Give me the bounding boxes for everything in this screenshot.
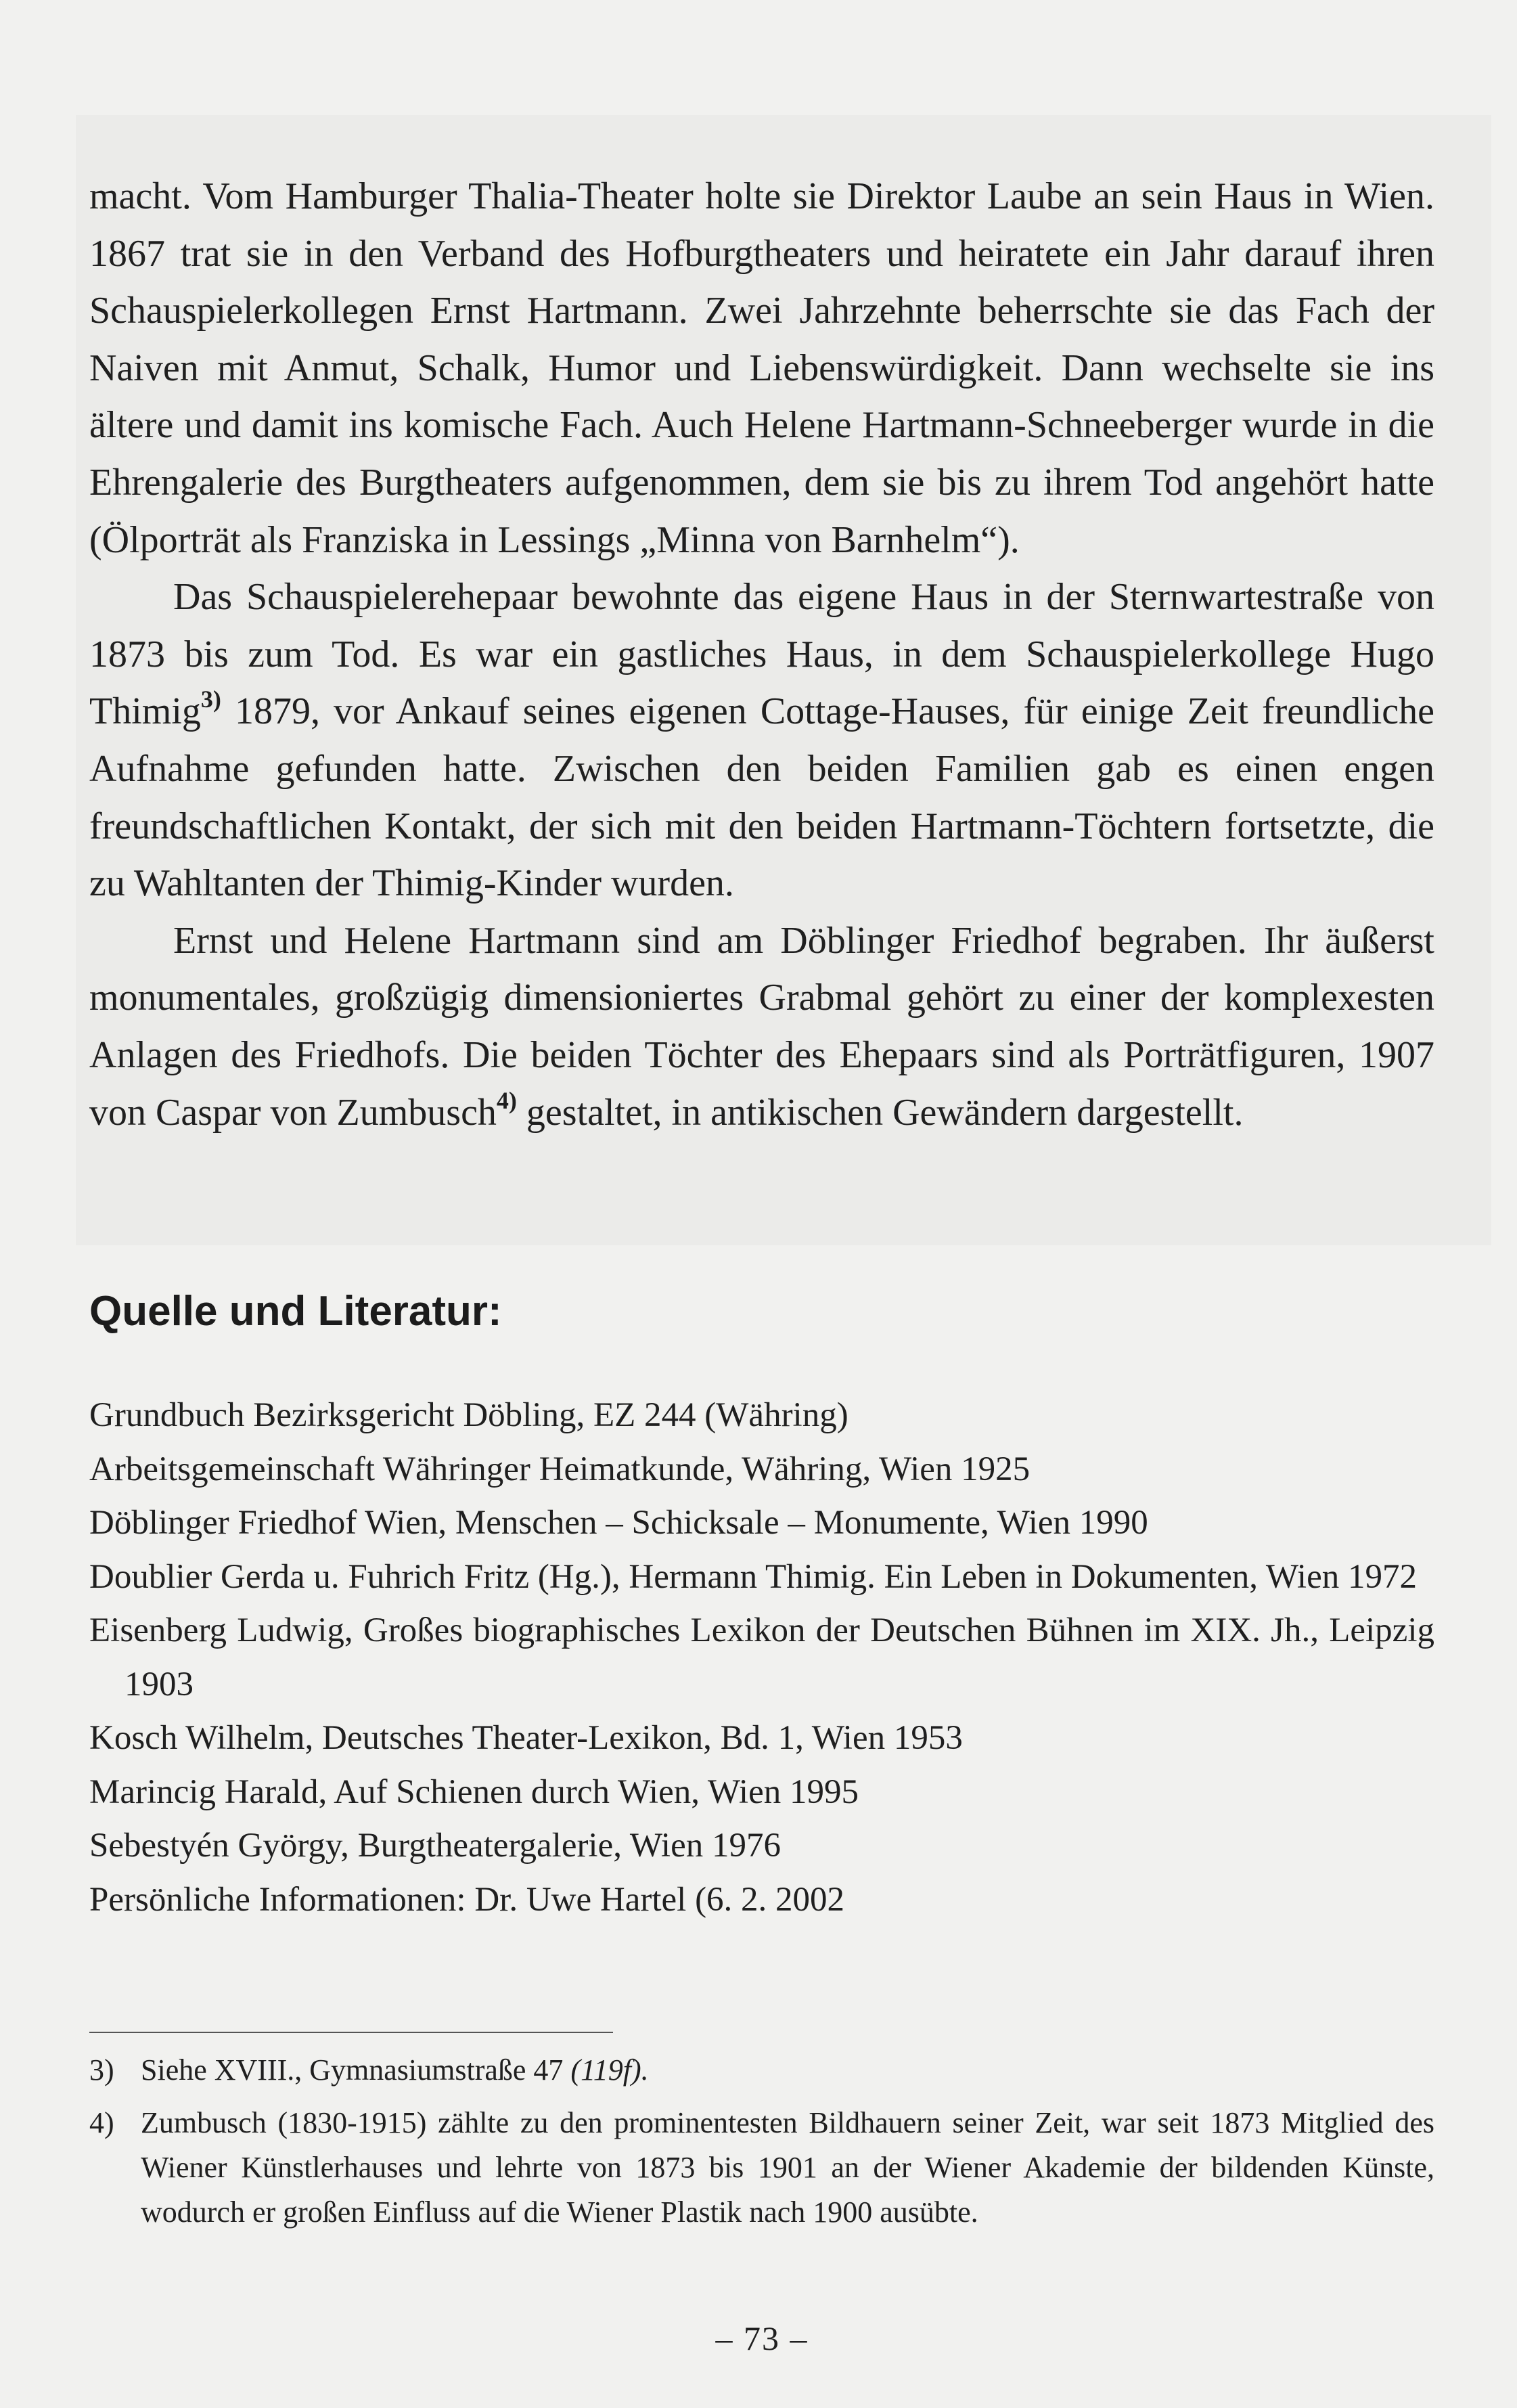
- paragraph-1: macht. Vom Hamburger Thalia-Theater holte sie Direktor Laube an sein Haus in Wien. 1867 trat sie in den Verband des Hofburgtheaters und heiratete ein Jahr darauf ihren Schauspielerkollegen Ernst Hartmann. Zwei Jahrzehnte beherrschte sie das Fach der Naiven mit Anmut, Schalk, Humor und Liebenswürdigkeit. Dann wechselte sie ins ältere und damit ins komische Fach. Auch Helene Hartmann-Schneeberger wurde in die Ehrengalerie des Burgtheaters aufgenommen, dem sie bis zu ihrem Tod angehört hatte (Ölporträt als Franziska in Lessings „Minna von Barnhelm“).: [89, 175, 1434, 561]
- footnote-divider: [89, 2032, 613, 2033]
- paragraph-3: [89, 912, 1434, 1141]
- bibliography-item: Doublier Gerda u. Fuhrich Fritz (Hg.), Hermann Thimig. Ein Leben in Dokumenten, Wien 1972: [89, 1557, 1417, 1596]
- bibliography-item: Persönliche Informationen: Dr. Uwe Hartel (6. 2. 2002: [89, 1880, 845, 1919]
- footnote-text: [141, 2048, 1434, 2093]
- bibliography-item: Döblinger Friedhof Wien, Menschen – Schicksale – Monumente, Wien 1990: [89, 1504, 1148, 1542]
- footnote-ref-3: 3): [200, 686, 221, 713]
- footnote-3: [89, 2048, 1434, 2093]
- footnotes: [89, 2048, 1434, 2243]
- bibliography-list: [89, 1389, 1434, 1927]
- bibliography-item: Kosch Wilhelm, Deutsches Theater-Lexikon, Bd. 1, Wien 1953: [89, 1719, 963, 1757]
- bibliography-item: Eisenberg Ludwig, Großes biographisches Lexikon der Deutschen Bühnen im XIX. Jh., Leipzig 1903: [89, 1611, 1434, 1703]
- bibliography-item: Grundbuch Bezirksgericht Döbling, EZ 244 (Währing): [89, 1396, 848, 1434]
- book-page: [89, 0, 1434, 2408]
- paragraph-2-text-before: Das Schauspielerehepaar bewohnte das eigene Haus in der Sternwartestraße von 1873 bis zum Tod. Es war ein gastliches Haus, in dem Schauspielerkollege Hugo Thimig: [89, 576, 1434, 733]
- sources-heading: Quelle und Literatur:: [89, 1288, 502, 1335]
- footnote-ref-4: 4): [496, 1086, 517, 1114]
- footnote-text: Zumbusch (1830-1915) zählte zu den prominentesten Bildhauern seiner Zeit, war seit 1873 Mitglied des Wiener Künstlerhauses und lehrte von 1873 bis 1901 an der Wiener Akademie der bildenden Künste, wodurch er großen Einfluss auf die Wiener Plastik nach 1900 ausübte.: [141, 2106, 1434, 2229]
- footnote-number: 3): [89, 2053, 114, 2087]
- paragraph-2-text-after: 1879, vor Ankauf seines eigenen Cottage-Hauses, für einige Zeit freundliche Aufnahme gefunden hatte. Zwischen den beiden Familien gab es einen engen freundschaftlichen Kontakt, der sich mit den beiden Hartmann-Töchtern fortsetzte, die zu Wahltanten der Thimig-Kinder wurden.: [89, 690, 1434, 905]
- bibliography-item: Marincig Harald, Auf Schienen durch Wien, Wien 1995: [89, 1772, 859, 1811]
- footnote-number: 4): [89, 2106, 114, 2139]
- paragraph-3-text-after: gestaltet, in antikischen Gewändern dargestellt.: [516, 1091, 1244, 1134]
- footnote-4: [89, 2101, 1434, 2235]
- paragraph-2: [89, 568, 1434, 912]
- main-text: [89, 168, 1434, 1141]
- paragraph-3-text-before: Ernst und Helene Hartmann sind am Döblinger Friedhof begraben. Ihr äußerst monumentales, großzügig dimensioniertes Grabmal gehört zu einer der komplexesten Anlagen des Friedhofs. Die beiden Töchter des Ehepaars sind als Porträtfiguren, 1907 von Caspar von Zumbusch: [89, 919, 1434, 1134]
- page-number: – 73 –: [715, 2319, 809, 2357]
- bibliography-item: Arbeitsgemeinschaft Währinger Heimatkunde, Währing, Wien 1925: [89, 1450, 1031, 1488]
- footnote-3-page-reference: (119f).: [570, 2053, 649, 2087]
- footnote-3-body: Siehe XVIII., Gymnasiumstraße 47: [141, 2053, 571, 2087]
- bibliography-item: Sebestyén György, Burgtheatergalerie, Wien 1976: [89, 1827, 781, 1865]
